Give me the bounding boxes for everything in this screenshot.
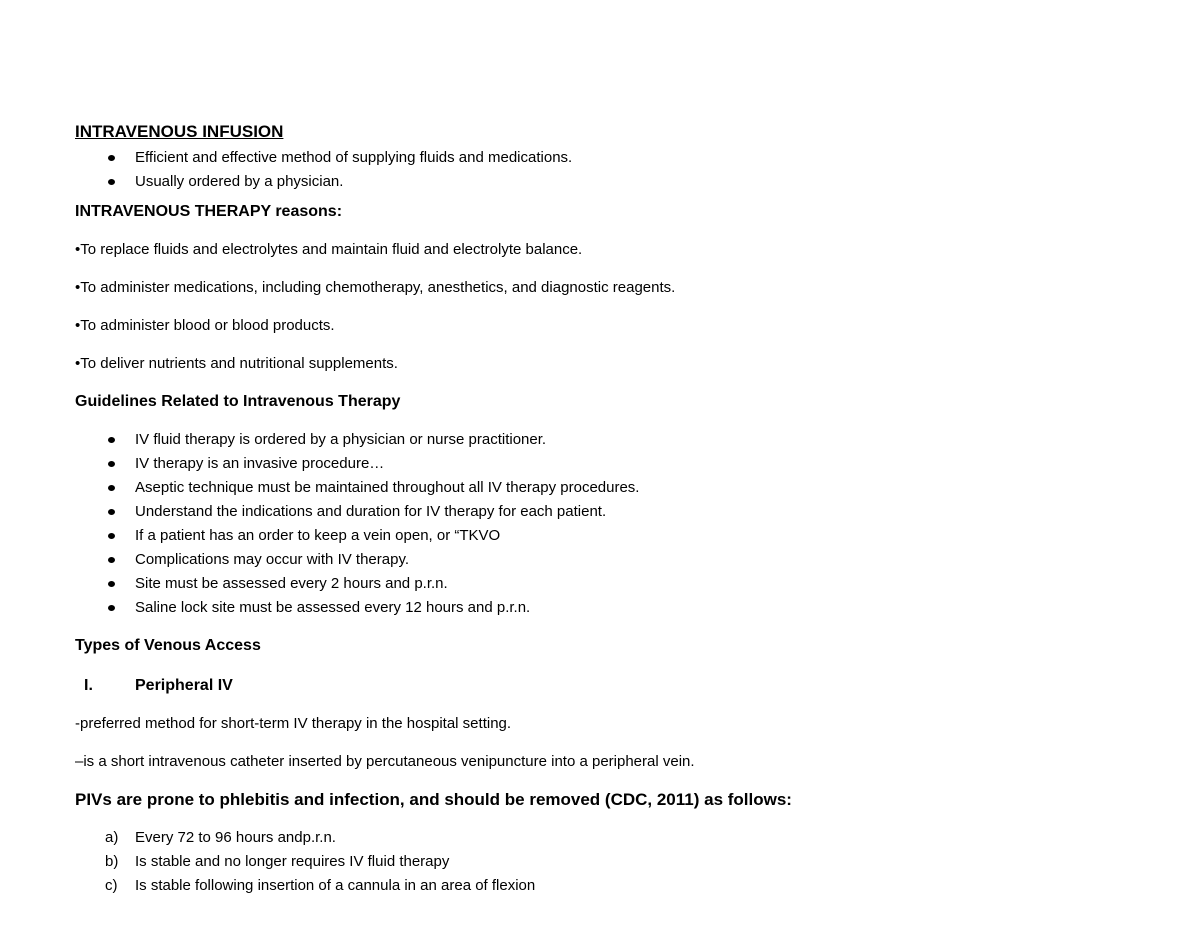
reason-item: •To deliver nutrients and nutritional supplements. [75,355,398,372]
removal-heading: PIVs are prone to phlebitis and infection, and should be removed (CDC, 2011) as follows: [75,790,792,809]
list-marker: b) [105,853,119,870]
bullet-icon [108,605,115,611]
document-body [75,120,1155,898]
page-title: INTRAVENOUS INFUSION [75,122,284,141]
bullet-icon [108,485,115,491]
list-item: Efficient and effective method of supplying fluids and medications. [75,146,1155,170]
list-item: Saline lock site must be assessed every 12 hours and p.r.n. [75,596,1155,620]
list-item: IV therapy is an invasive procedure… [75,452,1155,476]
list-marker: a) [105,829,119,846]
list-item: c) Is stable following insertion of a cannula in an area of flexion [75,874,1155,898]
guidelines-bullet-list [75,428,1155,620]
peripheral-iv-heading: I. Peripheral IV [75,674,1155,698]
bullet-icon [108,179,115,185]
list-item: IV fluid therapy is ordered by a physician or nurse practitioner. [75,428,1155,452]
removal-list [75,826,1155,898]
bullet-icon [108,461,115,467]
bullet-icon [108,533,115,539]
bullet-icon [108,155,115,161]
peripheral-note: -preferred method for short-term IV therapy in the hospital setting. [75,715,512,732]
venous-access-heading: Types of Venous Access [75,637,261,654]
list-item: Complications may occur with IV therapy. [75,548,1155,572]
reason-item: •To administer blood or blood products. [75,317,335,334]
list-item: Usually ordered by a physician. [75,170,1155,194]
list-item: Understand the indications and duration for IV therapy for each patient. [75,500,1155,524]
list-marker: c) [105,877,118,894]
list-item: Site must be assessed every 2 hours and p.r.n. [75,572,1155,596]
guidelines-heading: Guidelines Related to Intravenous Therapy [75,393,401,410]
reasons-heading: INTRAVENOUS THERAPY reasons: [75,203,343,220]
list-item: Aseptic technique must be maintained throughout all IV therapy procedures. [75,476,1155,500]
list-item: b) Is stable and no longer requires IV fluid therapy [75,850,1155,874]
bullet-icon [108,557,115,563]
intro-bullet-list [75,146,1155,194]
list-item: a) Every 72 to 96 hours andp.r.n. [75,826,1155,850]
list-item: If a patient has an order to keep a vein open, or “TKVO [75,524,1155,548]
reason-item: •To replace fluids and electrolytes and maintain fluid and electrolyte balance. [75,241,583,258]
roman-numeral-marker: I. [84,677,93,694]
peripheral-note: –is a short intravenous catheter inserted by percutaneous venipuncture into a peripheral vein. [75,753,695,770]
bullet-icon [108,581,115,587]
bullet-icon [108,509,115,515]
reason-item: •To administer medications, including chemotherapy, anesthetics, and diagnostic reagents. [75,279,676,296]
bullet-icon [108,437,115,443]
